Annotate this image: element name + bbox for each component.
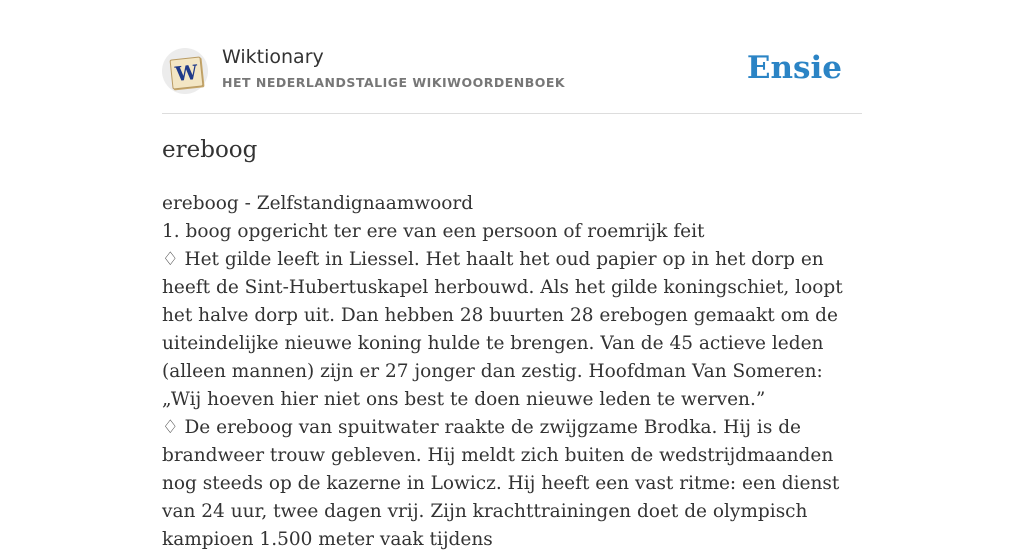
site-subtitle: HET NEDERLANDSTALIGE WIKIWOORDENBOEK xyxy=(222,75,566,90)
example-sentence: ♢ De ereboog van spuitwater raakte de zwijgzame Brodka. Hij is de brandweer trouw gebleven. Hij meldt zich buiten de wedstrijdmaanden nog steeds op de kazerne in Lowicz. Hij heeft een vast ritme: een dienst van 24 uur, twee dagen vrij. Zijn krachttrainingen doet de olympisch kampioen 1.500 meter vaak tijdens xyxy=(162,417,840,550)
logo-tile xyxy=(170,56,204,89)
site-title[interactable]: Wiktionary xyxy=(222,46,324,68)
example-sentence: ♢ Het gilde leeft in Liessel. Het haalt het oud papier op in het dorp en heeft de Sint-Hubertuskapel herbouwd. Als het gilde koningschiet, loopt het halve dorp uit. Dan hebben 28 buurten 28 erebogen gemaakt om de uiteindelijke nieuwe koning hulde te brengen. Van de 45 actieve leden (alleen mannen) zijn er 27 jonger dan zestig. Hoofdman Van Someren: „Wij hoeven hier niet ons best te doen nieuwe leden te werven.” xyxy=(162,249,843,410)
wiktionary-logo-icon[interactable] xyxy=(162,48,208,94)
site-header xyxy=(162,44,862,114)
definition-text: 1. boog opgericht ter ere van een persoon of roemrijk feit xyxy=(162,221,705,242)
definition-header: ereboog - Zelfstandignaamwoord xyxy=(162,193,474,214)
page-title: ereboog xyxy=(162,137,258,163)
header-divider xyxy=(162,113,862,114)
definition-content xyxy=(162,190,862,554)
logo-letter: W xyxy=(174,59,199,87)
brand-logo[interactable]: Ensie xyxy=(746,50,842,86)
